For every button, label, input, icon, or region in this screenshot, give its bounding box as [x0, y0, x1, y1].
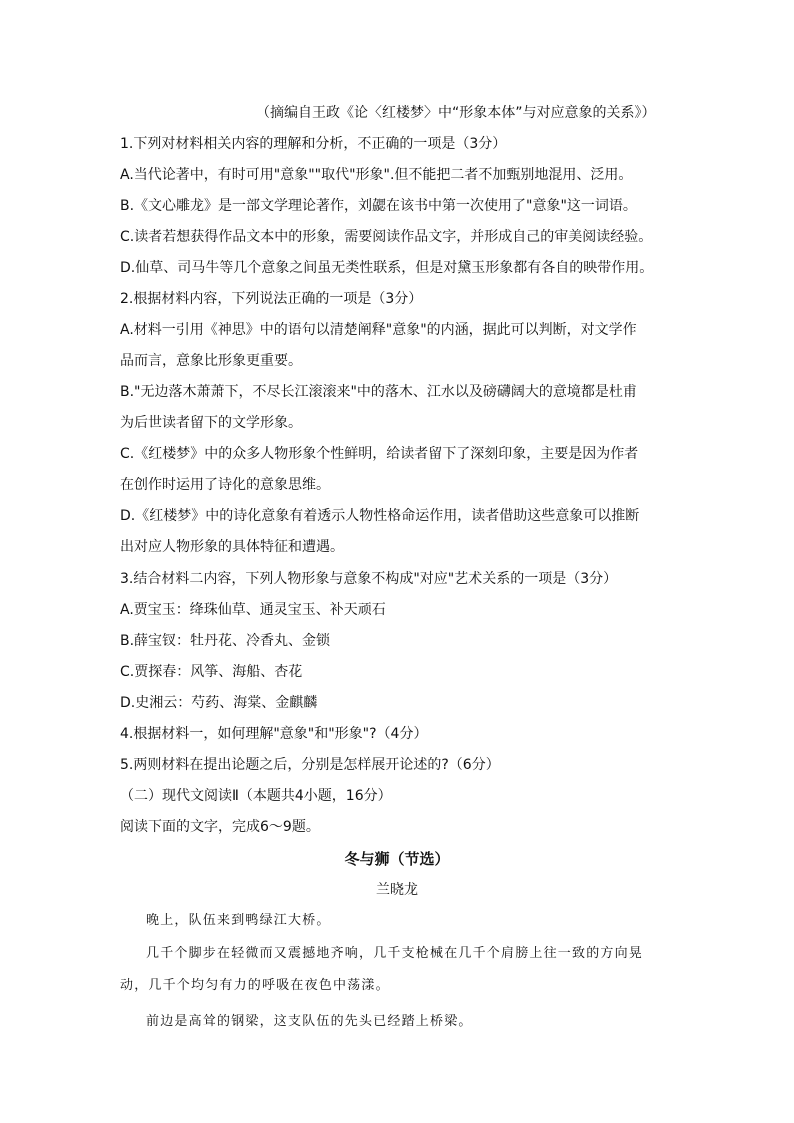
question-4: 4.根据材料一，如何理解"意象"和"形象"?（4分）: [120, 726, 428, 742]
question-2-option-b-line1: B."无边落木萧萧下，不尽长江滚滚来"中的落木、江水以及磅礴阔大的意境都是杜甫: [120, 384, 637, 400]
question-2-option-d-line2: 出对应人物形象的具体特征和遭遇。: [120, 539, 344, 555]
question-5: 5.两则材料在提出论题之后，分别是怎样展开论述的?（6分）: [120, 757, 500, 773]
reading-instruction: 阅读下面的文字，完成6～9题。: [120, 819, 320, 835]
question-2-option-d-line1: D.《红楼梦》中的诗化意象有着透示人物性格命运作用，读者借助这些意象可以推断: [120, 508, 640, 524]
story-title: 冬与狮（节选）: [344, 850, 450, 868]
question-1-stem: 1.下列对材料相关内容的理解和分析，不正确的一项是（3分）: [120, 136, 507, 152]
section-heading: （二）现代文阅读Ⅱ（本题共4小题，16分）: [120, 788, 392, 804]
question-2-stem: 2.根据材料内容，下列说法正确的一项是（3分）: [120, 291, 423, 307]
question-2-option-a-line1: A.材料一引用《神思》中的语句以清楚阐释"意象"的内涵，据此可以判断，对文学作: [120, 322, 637, 338]
question-1-option-b: B.《文心雕龙》是一部文学理论著作，刘勰在该书中第一次使用了"意象"这一词语。: [120, 198, 637, 214]
question-3-option-c: C.贾探春：风筝、海船、杏花: [120, 664, 303, 680]
story-paragraph-2-line2: 动，几千个均匀有力的呼吸在夜色中荡漾。: [120, 978, 390, 993]
question-1-option-a: A.当代论著中，有时可用"意象""取代"形象".但不能把二者不加甄别地混用、泛用。: [120, 167, 633, 183]
story-paragraph-3: 前边是高耸的钢梁，这支队伍的先头已经踏上桥梁。: [146, 1014, 473, 1029]
question-2-option-b-line2: 为后世读者留下的文学形象。: [120, 415, 302, 431]
story-paragraph-1: 晚上，队伍来到鸭绿江大桥。: [146, 913, 331, 928]
question-3-option-a: A.贾宝玉：绛珠仙草、通灵宝玉、补天顽石: [120, 602, 386, 618]
question-2-option-c-line2: 在创作时运用了诗化的意象思维。: [120, 477, 330, 493]
question-1-option-c: C.读者若想获得作品文本中的形象，需要阅读作品文字，并形成自己的审美阅读经验。: [120, 229, 653, 245]
question-3-option-b: B.薛宝钗：牡丹花、冷香丸、金锁: [120, 633, 331, 649]
question-3-stem: 3.结合材料二内容，下列人物形象与意象不构成"对应"艺术关系的一项是（3分）: [120, 571, 618, 587]
question-2-option-a-line2: 品而言，意象比形象更重要。: [120, 353, 302, 369]
question-1-option-d: D.仙草、司马牛等几个意象之间虽无类性联系，但是对黛玉形象都有各自的映带作用。: [120, 260, 654, 276]
story-author: 兰晓龙: [376, 882, 418, 898]
story-paragraph-2-line1: 几千个脚步在轻微而又震撼地齐响，几千支枪械在几千个肩膀上往一致的方向晃: [146, 946, 644, 961]
question-3-option-d: D.史湘云：芍药、海棠、金麒麟: [120, 695, 318, 711]
question-2-option-c-line1: C.《红楼梦》中的众多人物形象个性鲜明，给读者留下了深刻印象，主要是因为作者: [120, 446, 639, 462]
source-note: （摘编自王政《论〈红楼梦〉中“形象本体”与对应意象的关系》）: [256, 105, 656, 121]
